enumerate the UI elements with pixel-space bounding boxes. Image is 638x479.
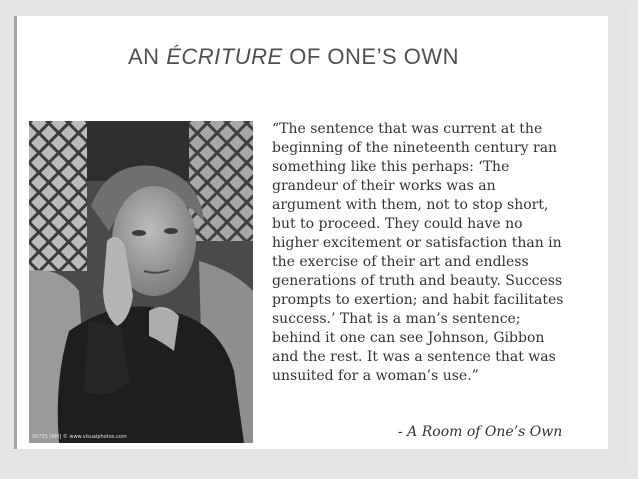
quote-line: unsuited for a woman’s use.” [272,368,479,384]
quote-line: generations of truth and beauty. Success [272,273,563,289]
title-italic-word: ÉCRITURE [166,44,283,69]
quote-line: “The sentence that was current at the [272,121,543,137]
quote-attribution: - A Room of One’s Own [398,424,563,440]
quote-line: and the rest. It was a sentence that was [272,349,556,365]
title-prefix: AN [128,44,167,69]
quote-line: behind it one can see Johnson, Gibbon [272,330,545,346]
portrait-illustration [29,121,253,443]
quote-line: the exercise of their art and endless [272,254,529,270]
title-suffix: OF ONE’S OWN [282,44,460,69]
portrait-photo [29,121,253,443]
quote-line: higher excitement or satisfaction than in [272,235,562,251]
quote-line: beginning of the nineteenth century ran [272,140,558,156]
quote-line: prompts to exertion; and habit facilitates [272,292,564,308]
quote-line: success.’ That is a man’s sentence; [272,311,521,327]
quote-line: something like this perhaps: ‘The [272,159,510,175]
quote-line: argument with them, not to stop short, [272,197,549,213]
photo-credit: 06735 [RM] © www.visualphotos.com [32,434,127,440]
quote-line: grandeur of their works was an [272,178,496,194]
quote-text [272,120,617,386]
slide-title [128,44,459,70]
quote-line: but to proceed. They could have no [272,216,523,232]
